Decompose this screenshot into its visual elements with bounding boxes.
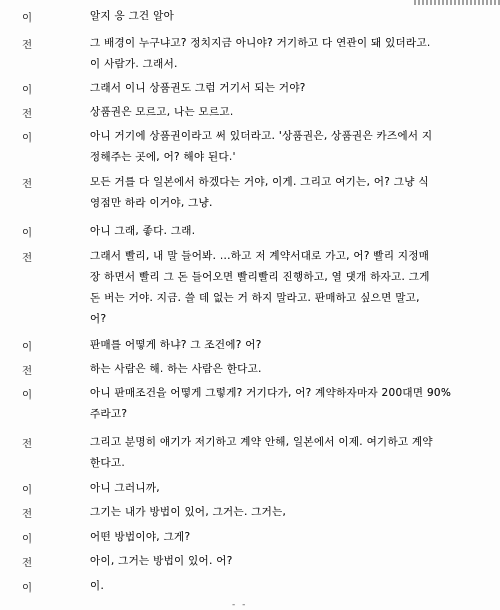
speaker-label: 이 (22, 389, 33, 401)
dialogue-text (90, 335, 490, 356)
speaker-label: 이 (22, 484, 33, 496)
speaker-label: 전 (22, 557, 33, 569)
dialogue-line: 어떤 방법이야, 그게? (90, 531, 191, 543)
speaker-label: 전 (22, 438, 33, 450)
dialogue-line: 판매를 어떻게 하냐? 그 조건에? 어? (90, 339, 262, 351)
dialogue-text (90, 551, 490, 572)
dialogue-text (90, 246, 490, 330)
dialogue-line: 그 배경이 누구냐고? 정치지금 아니야? 거기하고 다 연관이 돼 있더라고. (90, 37, 431, 49)
dialogue-line: 주라고? (90, 408, 128, 420)
dialogue-line: 상품권은 모르고, 나는 모르고. (90, 106, 234, 118)
dialogue-line: 이. (90, 580, 105, 592)
speaker-label: 이 (22, 84, 33, 96)
speaker-label: 이 (22, 227, 33, 239)
dialogue-text (90, 432, 490, 474)
dialogue-line: 그래서 빨리, 내 말 들어봐. ...하고 저 계약서대로 가고, 어? 빨리 지정매 (90, 250, 430, 262)
dialogue-line: 모든 거를 다 일본에서 하겠다는 거야, 이게. 그리고 여기는, 어? 그냥 식 (90, 176, 429, 188)
speaker-label: 전 (22, 252, 33, 264)
speaker-label: 이 (22, 582, 33, 594)
dialogue-text (90, 78, 490, 99)
dialogue-line: 이 사람가. 그래서. (90, 58, 178, 70)
dialogue-line: 알지 응 그건 알아 (90, 10, 175, 22)
speaker-label: 이 (22, 533, 33, 545)
dialogue-text (90, 33, 490, 75)
dialogue-line: 아니 거기에 상품권이라고 써 있더라고. '상품권은, 상품권은 카즈에서 지 (90, 130, 433, 142)
dialogue-text (90, 359, 490, 380)
dialogue-text (90, 502, 490, 523)
dialogue-line: 아니 판매조건을 어떻게 그렇게? 거기다가, 어? 계약하자마자 200대면 90% (90, 387, 452, 399)
dialogue-text (90, 126, 490, 168)
page-footer-mark: - - (232, 600, 248, 610)
dialogue-text (90, 6, 490, 27)
speaker-label: 전 (22, 39, 33, 51)
dialogue-line: 장 하면서 빨리 그 돈 들어오면 빨리빨리 진행하고, 열 댓개 하자고. 그게 (90, 271, 430, 283)
dialogue-line: 돈 버는 거야. 지금. 쓸 데 없는 거 하지 말라고. 판매하고 싶으면 말고, (90, 292, 420, 304)
dialogue-text (90, 478, 490, 499)
dialogue-line: 그리고 분명히 얘기가 저기하고 계약 안해, 일본에서 이제. 여기하고 계약 (90, 436, 433, 448)
speaker-label: 전 (22, 365, 33, 377)
dialogue-line: 그기는 내가 방법이 있어, 그거는. 그거는, (90, 506, 287, 518)
dialogue-line: 아니 그래, 좋다. 그래. (90, 225, 196, 237)
dialogue-line: 그래서 이니 상품권도 그럼 거기서 되는 거야? (90, 82, 306, 94)
dialogue-line: 아니 그러니까, (90, 482, 160, 494)
speaker-label: 이 (22, 12, 33, 24)
dialogue-line: 정해주는 곳에, 어? 해야 된다.' (90, 151, 236, 163)
dialogue-text (90, 172, 490, 214)
speaker-label: 이 (22, 341, 33, 353)
speaker-label: 이 (22, 132, 33, 144)
dialogue-text (90, 576, 490, 597)
scan-edge-mark (414, 0, 500, 5)
dialogue-line: 한다고. (90, 457, 125, 469)
dialogue-line: 하는 사람은 해. 하는 사람은 한다고. (90, 363, 262, 375)
speaker-label: 전 (22, 508, 33, 520)
speaker-label: 전 (22, 108, 33, 120)
dialogue-line: 아이, 그거는 방법이 있어. 어? (90, 555, 233, 567)
dialogue-text (90, 527, 490, 548)
dialogue-line: 영점만 하라 이거야, 그냥. (90, 197, 213, 209)
dialogue-line: 어? (90, 313, 107, 325)
dialogue-text (90, 383, 490, 425)
speaker-label: 전 (22, 178, 33, 190)
dialogue-text (90, 102, 490, 123)
dialogue-text (90, 221, 490, 242)
